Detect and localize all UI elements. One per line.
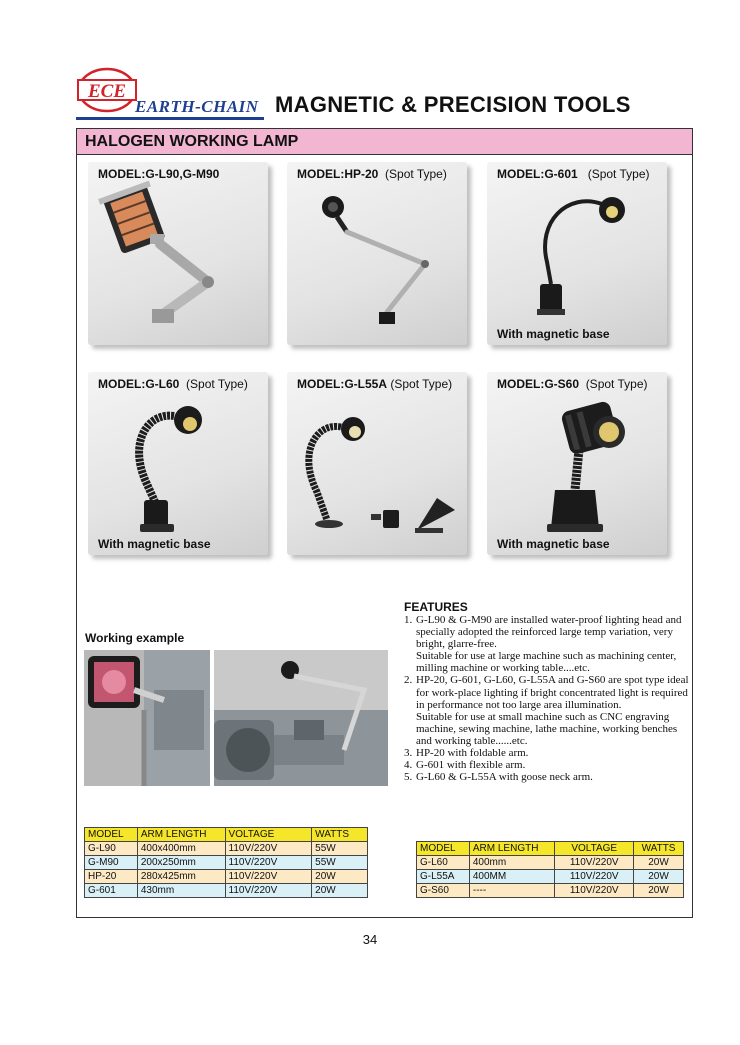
table-cell: 55W [312,842,368,856]
lamp-g-s60-image [487,372,667,555]
product-note: With magnetic base [497,327,610,341]
table-cell: 280x425mm [137,870,225,884]
product-model: MODEL:G-S60 [497,377,580,391]
product-type: (Spot Type) [186,377,248,391]
feature-item: 1. G-L90 & G-M90 are installed water-proof lighting head and specially adopted the reinforced large temp variation, very bright, glarre-free. [404,614,682,651]
section-title: HALOGEN WORKING LAMP [85,133,299,150]
table-cell: 20W [634,856,684,870]
lamp-g-l90-image [88,162,268,345]
lamp-g-l55a-image [287,372,467,555]
ece-logo [76,66,138,114]
product-model: MODEL:G-601 [497,167,578,181]
table-cell: 400x400mm [137,842,225,856]
table-row [417,856,684,870]
product-model: MODEL:HP-20 [297,167,379,181]
lamp-g-601-image [487,162,667,345]
product-card-g-l60 [88,372,268,555]
table-cell: G-601 [85,884,138,898]
col-header-watts: WATTS [312,828,368,842]
product-card-g-601 [487,162,667,345]
product-note: With magnetic base [98,537,211,551]
section-band [77,129,692,155]
table-cell: 110V/220V [555,856,634,870]
table-cell: 20W [634,870,684,884]
product-type: (Spot Type) [587,167,650,181]
table-cell: 400MM [469,870,555,884]
col-header-arm-length: ARM LENGTH [137,828,225,842]
working-example-title: Working example [85,631,185,645]
feature-item: 3. HP-20 with foldable arm. [404,747,529,760]
table-cell: 110V/220V [225,856,312,870]
table-cell: 110V/220V [225,884,312,898]
table-cell: 110V/220V [555,884,634,898]
table-row [417,884,684,898]
table-row [85,842,368,856]
table-cell: 20W [312,870,368,884]
product-card-g-l55a [287,372,467,555]
product-type: (Spot Type) [585,377,648,391]
table-cell: 110V/220V [225,870,312,884]
working-example-photo-1 [84,650,210,786]
lamp-g-l60-image [88,372,268,555]
features-title: FEATURES [404,600,468,614]
table-cell: 20W [312,884,368,898]
product-note: With magnetic base [497,537,610,551]
table-row [417,870,684,884]
brand-name: EARTH-CHAIN [135,97,259,116]
col-header-model: MODEL [417,842,470,856]
table-cell: 110V/220V [225,842,312,856]
page-header-title: MAGNETIC & PRECISION TOOLS [275,92,631,117]
table-cell: G-S60 [417,884,470,898]
col-header-model: MODEL [85,828,138,842]
col-header-arm-length: ARM LENGTH [469,842,555,856]
feature-item: Suitable for use at small machine such as CNC engraving machine, sewing machine, lathe machine, working benches and working table......etc. [416,710,678,747]
col-header-voltage: VOLTAGE [555,842,634,856]
product-model: MODEL:G-L90,G-M90 [98,167,220,181]
table-cell: G-M90 [85,856,138,870]
table-row [85,884,368,898]
product-card-hp-20 [287,162,467,345]
spec-table-2 [416,841,684,898]
product-model: MODEL:G-L60 [98,377,180,391]
logo-text: ECE [87,81,127,102]
table-cell: G-L60 [417,856,470,870]
lamp-hp-20-image [287,162,467,345]
col-header-voltage: VOLTAGE [225,828,312,842]
table-cell: 200x250mm [137,856,225,870]
table-cell: HP-20 [85,870,138,884]
page-number: 34 [362,932,378,947]
table-cell: 400mm [469,856,555,870]
table-cell: 110V/220V [555,870,634,884]
table-cell: 20W [634,884,684,898]
product-type: (Spot Type) [385,167,447,181]
spec-table-1 [84,827,368,898]
col-header-watts: WATTS [634,842,684,856]
product-type: (Spot Type) [390,377,453,391]
feature-item: 4. G-601 with flexible arm. [404,759,526,772]
table-cell: ---- [469,884,555,898]
product-card-g-l90 [88,162,268,345]
table-cell: G-L55A [417,870,470,884]
working-example-photo-2 [214,650,388,786]
table-cell: 55W [312,856,368,870]
table-row [85,856,368,870]
brand-underline [76,117,264,120]
table-cell: 430mm [137,884,225,898]
feature-item: 2. HP-20, G-601, G-L60, G-L55A and G-S60 are spot type ideal for work-place lighting if bright concentrated light is required in performance not too large area illumination. [404,674,689,711]
table-header-row [85,828,368,842]
features-list [404,614,694,783]
product-card-g-s60 [487,372,667,555]
product-model: MODEL:G-L55A [297,377,387,391]
table-row [85,870,368,884]
feature-item: Suitable for use at large machine such as machining center, milling machine or working table....etc. [416,650,677,675]
table-cell: G-L90 [85,842,138,856]
table-header-row [417,842,684,856]
feature-item: 5. G-L60 & G-L55A with goose neck arm. [404,771,593,784]
